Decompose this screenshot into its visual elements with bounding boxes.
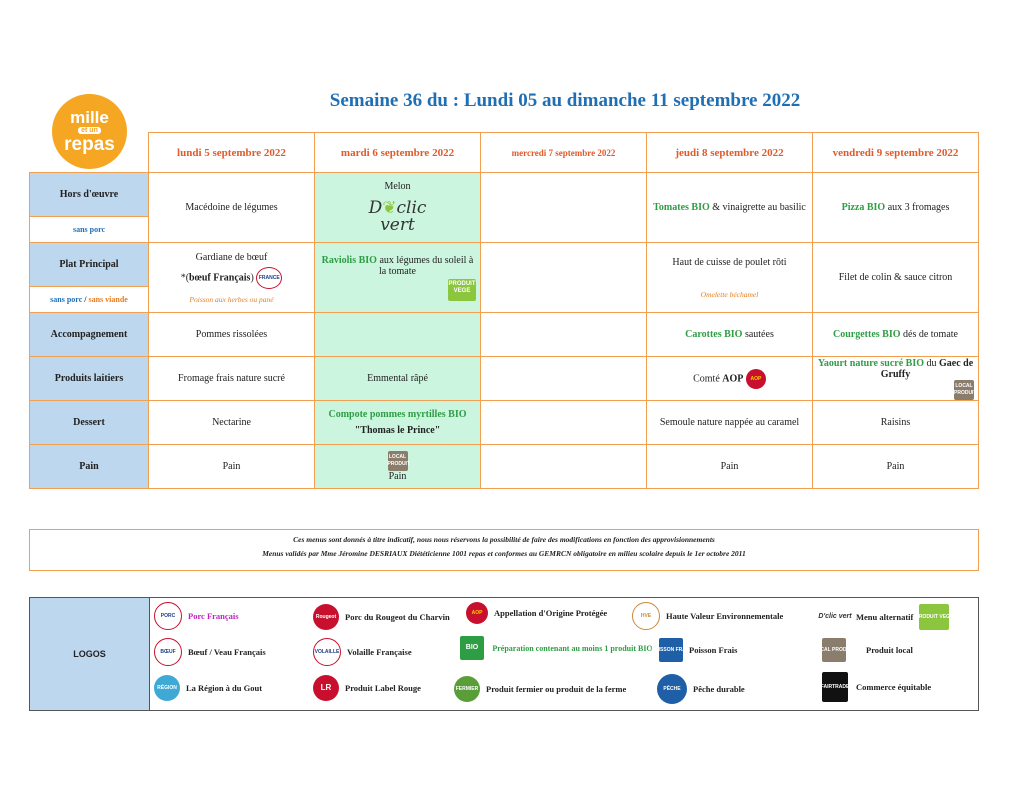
legend-poisson <box>651 638 738 662</box>
fri-pain: Pain <box>813 445 979 489</box>
rougeot-icon: Rougeot <box>313 604 339 630</box>
legend-hve <box>632 602 783 630</box>
dclic-text: clic <box>396 198 427 218</box>
row-pain <box>30 445 979 489</box>
mon-plat-line1: Gardiane de bœuf <box>195 251 268 263</box>
dclic-vert-icon: D'clic vert <box>818 613 852 620</box>
fri-hors <box>813 173 979 243</box>
leaf-icon: ❦ <box>382 198 397 218</box>
label-plat-principal: Plat Principal <box>30 243 149 287</box>
day-monday: lundi 5 septembre 2022 <box>149 133 315 173</box>
label-pain: Pain <box>30 445 149 489</box>
fri-laitiers <box>813 357 979 401</box>
corner-cell <box>30 133 149 173</box>
legend-porc-francais-text: Porc Français <box>188 611 239 621</box>
mon-plat-alt: Poisson aux herbes ou pané <box>189 294 274 304</box>
fri-laitiers-gaec: Gaec de Gruffy <box>880 357 974 380</box>
aop-icon: AOP <box>466 602 488 624</box>
legend-poisson-text: Poisson Frais <box>689 645 738 655</box>
label-rouge-icon: LR <box>313 675 339 701</box>
thu-dessert: Semoule nature nappée au caramel <box>647 401 813 445</box>
fri-plat: Filet de colin & sauce citron <box>813 243 979 313</box>
label-dessert: Dessert <box>30 401 149 445</box>
thu-laitiers-aop: AOP <box>722 372 744 384</box>
tue-dessert <box>315 401 481 445</box>
tue-plat <box>315 243 481 313</box>
fairtrade-icon: FAIRTRADE <box>822 672 848 702</box>
thu-pain: Pain <box>647 445 813 489</box>
label-accompagnement: Accompagnement <box>30 313 149 357</box>
mon-accomp: Pommes rissolées <box>149 313 315 357</box>
day-header-row <box>30 133 979 173</box>
legend-peche-text: Pêche durable <box>693 684 745 694</box>
wed-pain <box>481 445 647 489</box>
mon-plat <box>149 243 315 313</box>
legend-aop-text: Appellation d'Origine Protégée <box>494 608 608 618</box>
produit-local-icon <box>388 451 408 471</box>
poisson-frais-icon: POISSON FRAIS <box>659 638 683 662</box>
legend-hve-text: Haute Valeur Environnementale <box>666 611 784 621</box>
row-produits-laitiers <box>30 357 979 401</box>
fri-hors-rest: aux 3 fromages <box>885 202 950 213</box>
bio-icon: BIO <box>460 636 484 660</box>
mon-plat-paren-close: ) <box>250 271 254 283</box>
tue-hors-text: Melon <box>384 181 411 192</box>
page-title: Semaine 36 du : Lundi 05 au dimanche 11 septembre 2022 <box>329 90 801 111</box>
tue-accomp <box>315 313 481 357</box>
fri-dessert: Raisins <box>813 401 979 445</box>
produit-vege-icon: PRODUIT VEGE <box>919 604 949 630</box>
vege-line2: VEGE <box>453 287 471 294</box>
brand-line-3: repas <box>64 134 115 155</box>
day-tuesday: mardi 6 septembre 2022 <box>315 133 481 173</box>
mon-hors: Macédoine de légumes <box>149 173 315 243</box>
legend-label-rouge <box>313 675 421 701</box>
legend-volaille <box>313 638 412 666</box>
vege-line1: PRODUIT <box>448 280 476 287</box>
brand-line-2: et un <box>78 127 101 134</box>
legend-label-rouge-text: Produit Label Rouge <box>345 683 421 693</box>
hve-icon: HVE <box>632 602 660 630</box>
legend-alternatif <box>820 604 955 630</box>
disclaimer-box <box>29 529 979 571</box>
legend-local-text: Produit local <box>866 645 913 655</box>
legend-equitable-text: Commerce équitable <box>856 682 932 692</box>
legend-bio <box>460 636 670 660</box>
disclaimer-line-1: Ces menus sont donnés à titre indicatif, nous nous réservons la possibilité de faire des modifications en fonction des approvisionnements <box>293 535 715 544</box>
legend-region <box>154 675 262 701</box>
fri-accomp <box>813 313 979 357</box>
day-friday: vendredi 9 septembre 2022 <box>813 133 979 173</box>
thu-laitiers-text: Comté <box>693 372 723 384</box>
wed-dessert <box>481 401 647 445</box>
tue-local-line1: LOCAL <box>388 454 407 460</box>
legend-rougeot <box>313 604 450 630</box>
legend-rougeot-text: Porc du Rougeot du Charvin <box>345 612 450 622</box>
tue-local-wrap <box>319 451 476 471</box>
row-accompagnement <box>30 313 979 357</box>
dclic-vert-logo <box>319 200 476 234</box>
fri-local-wrap <box>817 380 977 400</box>
mon-dessert: Nectarine <box>149 401 315 445</box>
mon-plat-line2 <box>153 267 310 289</box>
legend-region-text: La Région à du Gout <box>186 683 263 693</box>
legend-porc-francais <box>154 602 239 630</box>
row-dessert <box>30 401 979 445</box>
thu-hors <box>647 173 813 243</box>
tue-plat-rest: aux légumes du soleil à la tomate <box>376 254 474 277</box>
label-slash: / <box>82 295 89 304</box>
thu-accomp <box>647 313 813 357</box>
thu-accomp-rest: sautées <box>742 329 774 340</box>
boeuf-francais-icon: BŒUF <box>154 638 182 666</box>
region-gout-icon: RÉGION <box>154 675 180 701</box>
fri-laitiers-du: du <box>924 357 940 369</box>
tue-vege-wrap <box>319 279 476 301</box>
wed-laitiers <box>481 357 647 401</box>
thu-plat-alt: Omelette béchamel <box>700 289 759 299</box>
produit-local-icon <box>954 380 977 400</box>
label-sans-viande-text: sans viande <box>88 295 128 304</box>
volaille-francaise-icon: VOLAILLE <box>313 638 341 666</box>
tue-dessert-producer: "Thomas le Prince" <box>354 425 441 436</box>
legend-bio-text: Préparation contenant au moins 1 produit BIO <box>492 643 653 653</box>
mon-pain: Pain <box>149 445 315 489</box>
boeuf-francais-icon: FRANCE <box>256 267 282 289</box>
tue-local-line2: PRODUIT <box>387 461 410 467</box>
legend-fermier-text: Produit fermier ou produit de la ferme <box>486 684 627 694</box>
menu-table <box>29 132 979 489</box>
legend-equitable <box>822 672 931 702</box>
label-sans-porc: sans porc <box>30 217 149 243</box>
thu-laitiers <box>647 357 813 401</box>
label-produits-laitiers: Produits laitiers <box>30 357 149 401</box>
tue-pain-text: Pain <box>388 471 407 482</box>
thu-hors-rest: & vinaigrette au basilic <box>709 202 806 213</box>
produit-vege-icon <box>448 279 476 301</box>
row-plat-principal <box>30 243 979 287</box>
legend-volaille-text: Volaille Française <box>347 647 412 657</box>
legend-alternatif-text: Menu alternatif <box>856 612 914 622</box>
thu-accomp-bio: Carottes BIO <box>685 329 743 340</box>
mon-laitiers: Fromage frais nature sucré <box>149 357 315 401</box>
fri-local-line1: LOCAL <box>955 382 973 389</box>
fri-hors-bio: Pizza BIO <box>841 202 886 213</box>
tue-plat-bio: Raviolis BIO <box>321 254 377 266</box>
aop-icon: AOP <box>746 369 766 389</box>
dclic-vert-text: vert <box>380 215 415 235</box>
tue-hors <box>315 173 481 243</box>
legend-fermier <box>454 676 626 702</box>
fri-local-line2: PRODUIT <box>954 389 977 396</box>
fri-accomp-rest: dés de tomate <box>900 329 958 340</box>
logos-legend <box>29 597 979 711</box>
wed-plat <box>481 243 647 313</box>
brand-line-1: mille <box>70 108 109 127</box>
day-thursday: jeudi 8 septembre 2022 <box>647 133 813 173</box>
fri-laitiers-bio: Yaourt nature sucré BIO <box>817 357 925 369</box>
tue-laitiers: Emmental râpé <box>315 357 481 401</box>
thu-hors-bio: Tomates BIO <box>653 202 710 213</box>
label-sans-viande <box>30 287 149 313</box>
fri-accomp-bio: Courgettes BIO <box>833 329 901 340</box>
legend-local <box>813 638 913 662</box>
dclic-d: D <box>368 198 383 218</box>
wed-hors <box>481 173 647 243</box>
day-wednesday: mercredi 7 septembre 2022 <box>481 133 647 173</box>
tue-dessert-bio: Compote pommes myrtilles BIO <box>328 409 467 420</box>
wed-accomp <box>481 313 647 357</box>
label-hors-doeuvre: Hors d'œuvre <box>30 173 149 217</box>
label-sans-porc-2: sans porc <box>50 295 83 304</box>
thu-plat-text: Haut de cuisse de poulet rôti <box>672 256 787 268</box>
legend-aop <box>466 602 607 624</box>
thu-plat <box>647 243 813 313</box>
legend-label: LOGOS <box>30 598 150 710</box>
tue-pain <box>315 445 481 489</box>
produit-fermier-icon: FERMIER <box>454 676 480 702</box>
mon-plat-origin: bœuf Français <box>189 271 251 283</box>
legend-peche <box>657 674 745 704</box>
disclaimer-line-2: Menus validés par Mme Jéromine DESRIAUX Diététicienne 1001 repas et conformes au GEMRCN obligatoire en milieu scolaire depuis le 1er octobre 2011 <box>262 549 746 558</box>
row-hors-doeuvre <box>30 173 979 217</box>
mon-plat-paren-open: *( <box>180 271 190 283</box>
produit-local-icon: LOCAL PRODUIT <box>822 638 846 662</box>
legend-boeuf-text: Bœuf / Veau Français <box>188 647 266 657</box>
legend-boeuf <box>154 638 266 666</box>
peche-durable-icon: PÊCHE <box>657 674 687 704</box>
porc-francais-icon: PORC <box>154 602 182 630</box>
